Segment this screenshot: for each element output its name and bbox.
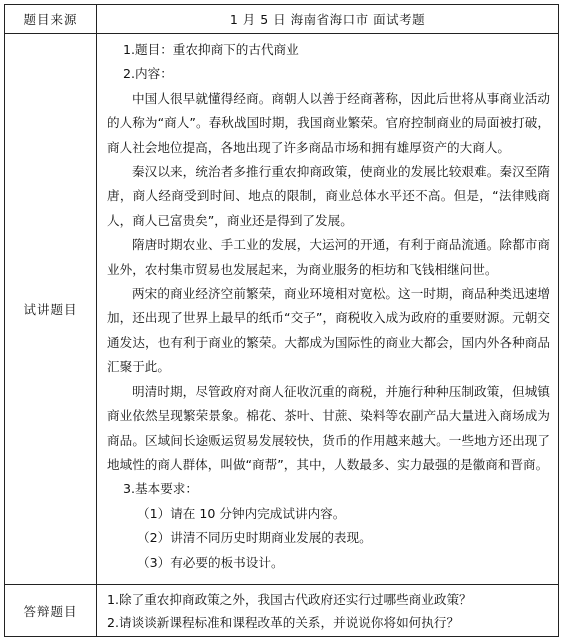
paragraph-3: 隋唐时期农业、手工业的发展，大运河的开通，有利于商品流通。除都市商业外，农村集市贸易也发展起来，为商业服务的柜坊和飞钱相继问世。 xyxy=(107,237,550,277)
paragraph-1: 中国人很早就懂得经商。商朝人以善于经商著称，因此后世将从事商业活动的人称为“商人”。春秋战国时期，我国商业繁荣。官府控制商业的局面被打破，商人社会地位提高，各地出现了许多商品市场和拥有雄厚资产的大商人。 xyxy=(107,90,550,155)
topic-line: 1.题目：重农抑商下的古代商业 xyxy=(123,42,299,57)
requirement-2: （2）讲清不同历史时期商业发展的表现。 xyxy=(137,530,372,546)
lecture-label: 试讲题目 xyxy=(5,34,97,585)
lecture-content xyxy=(97,34,559,585)
qa-label: 答辩题目 xyxy=(5,585,97,637)
paragraph-2: 秦汉以来，统治者多推行重农抑商政策，使商业的发展比较艰难。秦汉至隋唐，商人经商受到时间、地点的限制，商业总体水平还不高。但是，“法律贱商人，商人已富贵矣”，商业还是得到了发展。 xyxy=(107,164,550,228)
lecture-row xyxy=(5,34,559,585)
qa-content xyxy=(97,585,559,637)
requirement-1: （1）请在 10 分钟内完成试讲内容。 xyxy=(137,505,346,521)
source-label: 题目来源 xyxy=(5,5,97,34)
question-2: 2.请谈谈新课程标准和课程改革的关系，并说说你将如何执行？ xyxy=(107,615,460,630)
question-1: 1.除了重农抑商政策之外，我国古代政府还实行过哪些商业政策？ xyxy=(107,592,472,607)
requirement-3: （3）有必要的板书设计。 xyxy=(137,554,284,570)
header-row xyxy=(5,5,559,34)
exam-table xyxy=(4,4,559,637)
requirements-heading: 3.基本要求： xyxy=(123,481,198,497)
paragraph-4: 两宋的商业经济空前繁荣，商业环境相对宽松。这一时期，商品种类迅速增加，还出现了世界上最早的纸币“交子”，商税收入成为政府的重要财源。元朝交通发达，也有利于商业的繁荣。大都成为国际性的商业大都会，国内外各种商品汇聚于此。 xyxy=(107,286,550,375)
exam-title: 1 月 5 日 海南省海口市 面试考题 xyxy=(97,5,559,34)
qa-row xyxy=(5,585,559,637)
content-heading: 2.内容： xyxy=(123,66,173,82)
paragraph-5: 明清时期，尽管政府对商人征收沉重的商税，并施行种种压制政策，但城镇商业依然呈现繁荣景象。棉花、茶叶、甘蔗、染料等农副产品大量进入商场成为商品。区域间长途贩运贸易发展较快，货币的作用越来越大。一些地方还出现了地域性的商人群体，叫做“商帮”，其中，人数最多、实力最强的是徽商和晋商。 xyxy=(107,383,550,472)
